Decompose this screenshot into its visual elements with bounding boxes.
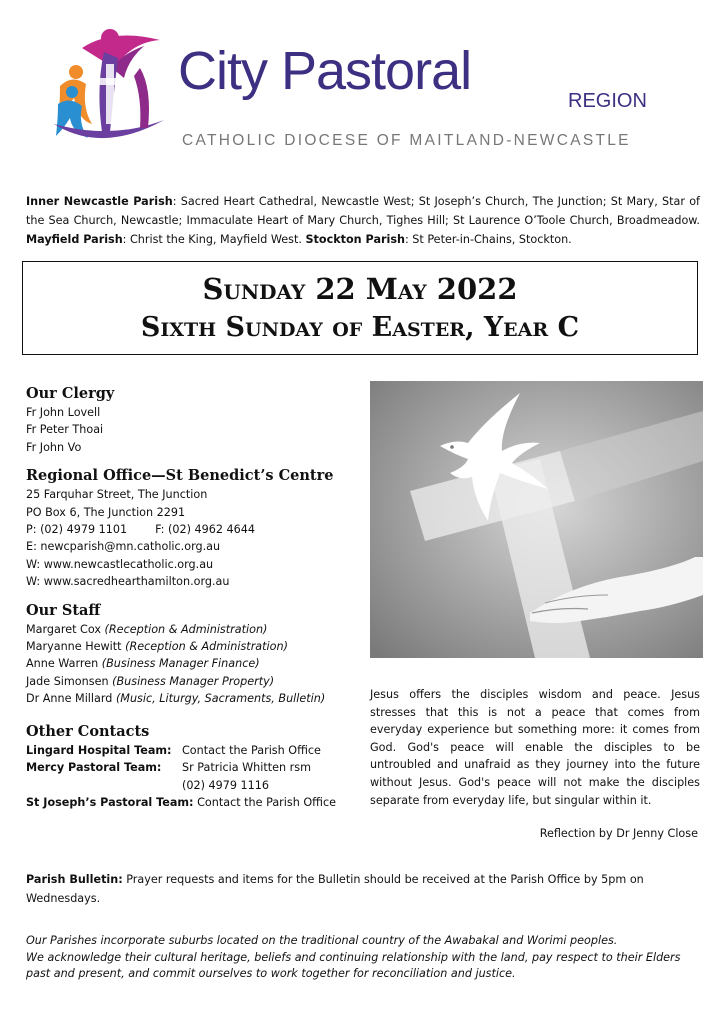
clergy-heading: Our Clergy (26, 385, 115, 402)
office-email[interactable]: E: newcparish@mn.catholic.org.au (26, 540, 221, 554)
date-title: Sunday 22 May 2022 (202, 272, 518, 306)
inner-parish-text: : Sacred Heart Cathedral, Newcastle West; St Joseph’s Church, The Junction; St Mary, Star of the Sea Church, Newcastle; Immaculate Heart of Mary Church, Tighes Hill; St Laurence O’Toole Church, Broadmeadow. (26, 195, 700, 227)
contact-label: Lingard Hospital Team: (26, 743, 172, 757)
acknowledgement-line: We acknowledge their cultural heritage, beliefs and continuing relationship with the land, pay respect to their Elders past and present, and commit ourselves to work together for reconciliation and justice. (26, 950, 681, 980)
dove-and-hand-image (370, 381, 703, 658)
staff-role: (Music, Liturgy, Sacraments, Bulletin) (115, 692, 326, 706)
stockton-parish-label: Stockton Parish (305, 233, 405, 246)
clergy-name: Fr Peter Thoai (26, 423, 104, 437)
staff-role: (Business Manager Finance) (101, 657, 260, 671)
inner-parish-label: Inner Newcastle Parish (26, 195, 173, 208)
clergy-name: Fr John Lovell (26, 406, 101, 419)
contact-mercy (26, 759, 356, 776)
office-address: 25 Farquhar Street, The Junction (26, 488, 208, 502)
staff-member (26, 638, 356, 655)
info-column (26, 384, 356, 811)
contact-label: Mercy Pastoral Team: (26, 761, 162, 775)
brand-subtitle: CATHOLIC DIOCESE OF MAITLAND-NEWCASTLE (182, 132, 631, 149)
mayfield-parish-text: : Christ the King, Mayfield West. (122, 233, 306, 246)
bulletin-text: Prayer requests and items for the Bulletin should be received at the Parish Office by 5pm on Wednesdays. (26, 873, 644, 905)
staff-name: Anne Warren (26, 657, 102, 671)
office-phone-fax (26, 521, 356, 538)
office-phone: P: (02) 4979 1101 (26, 523, 128, 537)
staff-role: (Business Manager Property) (112, 674, 275, 688)
brand-title: City Pastoral (178, 41, 472, 101)
office-fax: F: (02) 4962 4644 (155, 523, 256, 537)
contact-st-joseph (26, 794, 356, 811)
contacts-heading: Other Contacts (26, 722, 150, 740)
brand-region: REGION (568, 90, 647, 112)
staff-role: (Reception & Administration) (104, 622, 268, 636)
contact-value: Contact the Parish Office (193, 795, 337, 809)
staff-member (26, 673, 356, 690)
contact-value: Sr Patricia Whitten rsm (182, 761, 312, 775)
contact-label: St Joseph’s Pastoral Team: (26, 795, 194, 809)
mayfield-parish-label: Mayfield Parish (26, 233, 123, 246)
staff-member (26, 655, 356, 672)
contact-value: Contact the Parish Office (182, 743, 321, 757)
bulletin-note (26, 870, 698, 908)
contact-lingard (26, 742, 356, 759)
clergy-name: Fr John Vo (26, 440, 82, 454)
office-website[interactable]: W: www.newcastlecatholic.org.au (26, 557, 214, 571)
contact-value: (02) 4979 1116 (182, 778, 270, 792)
office-website[interactable]: W: www.sacredhearthamilton.org.au (26, 575, 230, 589)
office-po-box: PO Box 6, The Junction 2291 (26, 505, 186, 519)
bulletin-label: Parish Bulletin: (26, 873, 123, 886)
staff-name: Jade Simonsen (26, 674, 113, 688)
liturgical-title: Sixth Sunday of Easter, Year C (140, 312, 580, 343)
reflection-text: Jesus offers the disciples wisdom and peace. Jesus stresses that this is not a peace that comes from everyday experience but something more: it comes from God. God's peace will enable the disciples to be untroubled and unafraid as they journey into the future without Jesus. God's peace will not make the disciples separate from everyday life, but singular within it. (370, 688, 700, 807)
city-pastoral-logo-icon (52, 28, 170, 146)
staff-member (26, 690, 356, 707)
staff-name: Margaret Cox (26, 622, 105, 636)
staff-name: Dr Anne Millard (26, 692, 116, 706)
staff-role: (Reception & Administration) (125, 640, 288, 654)
staff-name: Maryanne Hewitt (26, 640, 126, 654)
stockton-parish-text: : St Peter-in-Chains, Stockton. (404, 233, 572, 246)
office-heading: Regional Office—St Benedict’s Centre (26, 467, 334, 485)
contact-mercy-phone (26, 777, 356, 794)
staff-heading: Our Staff (26, 601, 101, 619)
reflection-credit: Reflection by Dr Jenny Close (539, 827, 698, 840)
parish-list (26, 192, 700, 249)
staff-member (26, 621, 356, 638)
acknowledgement-of-country (26, 933, 700, 983)
title-box (22, 261, 698, 355)
acknowledgement-line: Our Parishes incorporate suburbs located on the traditional country of the Awabakal and Worimi peoples. (26, 934, 618, 947)
